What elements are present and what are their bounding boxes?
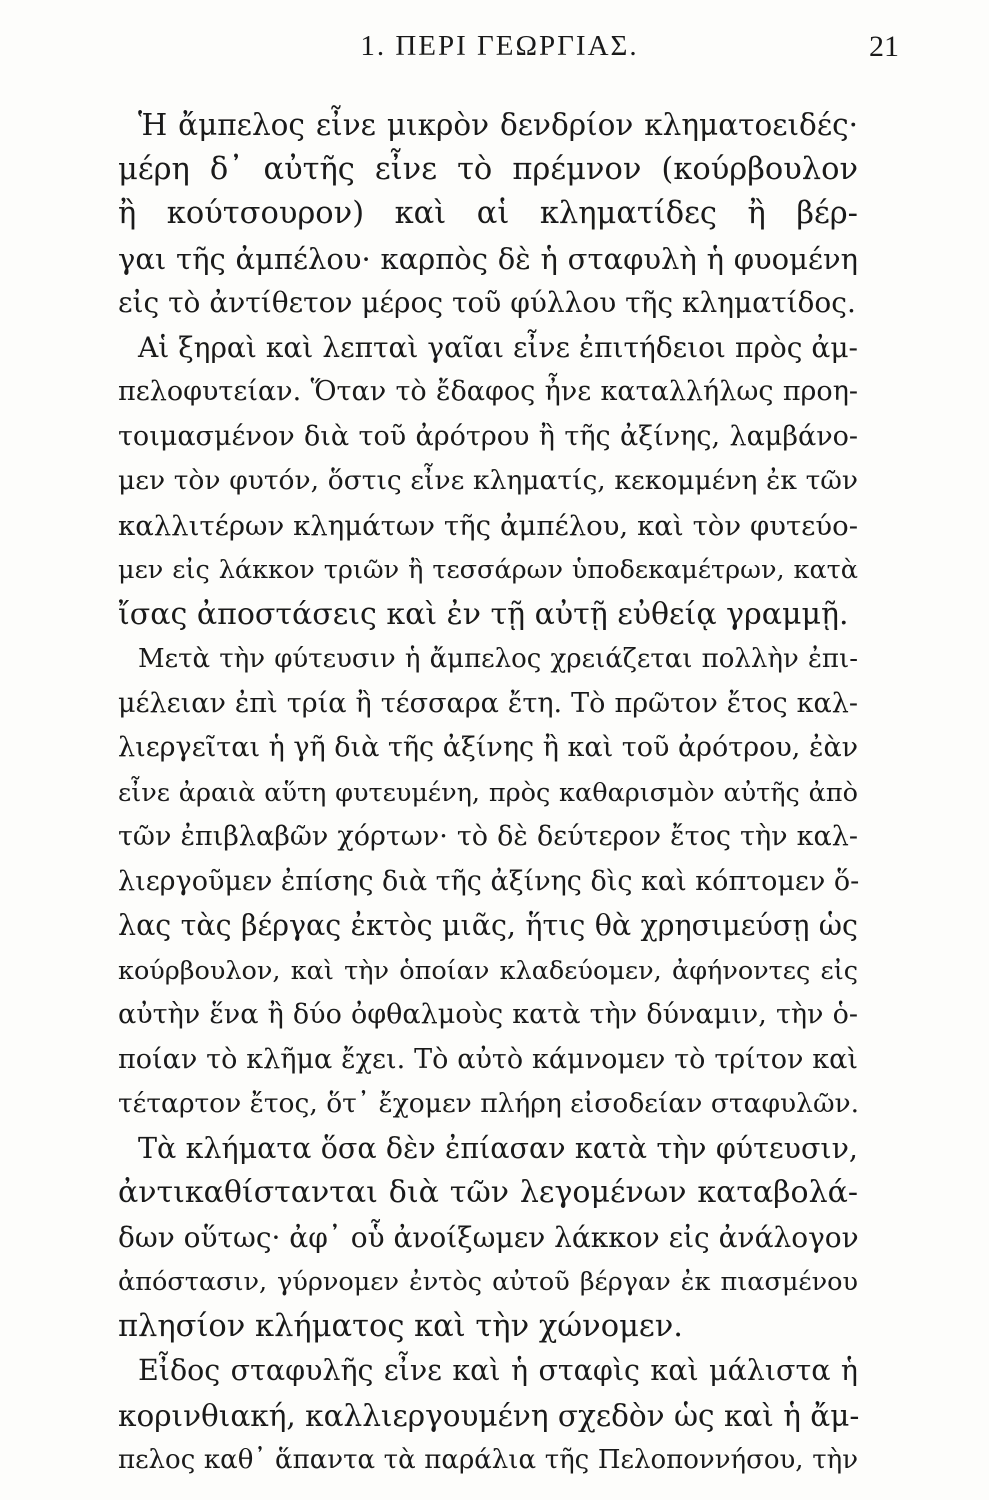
text-line: εἰς τὸ ἀντίθετον μέρος τοῦ φύλλου τῆς κληματίδος. xyxy=(118,286,856,319)
text-line: ἀπόστασιν, γύρνομεν ἐντὸς αὐτοῦ βέργαν ἐκ πιασμένου xyxy=(118,1267,858,1297)
text-line: μέρη δ᾽ αὐτῆς εἶνε τὸ πρέμνον (κούρβουλον xyxy=(118,151,858,187)
body-text xyxy=(118,103,858,1483)
text-line: κορινθιακή, καλλιεργουμένη σχεδὸν ὡς καὶ ἡ ἄμ- xyxy=(118,1398,860,1433)
text-line: δων οὕτως· ἀφ᾽ οὗ ἀνοίξωμεν λάκκον εἰς ἀνάλογον xyxy=(118,1220,859,1254)
text-line: πελοφυτείαν. Ὅταν τὸ ἔδαφος ἦνε καταλλήλως προη- xyxy=(118,376,858,407)
text-line: τῶν ἐπιβλαβῶν χόρτων· τὸ δὲ δεύτερον ἔτος τὴν καλ- xyxy=(118,821,858,852)
text-line: Μετὰ τὴν φύτευσιν ἡ ἄμπελος χρειάζεται πολλὴν ἐπι- xyxy=(138,644,858,674)
page-header xyxy=(90,30,909,80)
text-line: ποίαν τὸ κλῆμα ἔχει. Τὸ αὐτὸ κάμνομεν τὸ τρίτον καὶ xyxy=(118,1043,858,1075)
text-line: κούρβουλον, καὶ τὴν ὁποίαν κλαδεύομεν, ἀφήνοντες εἰς xyxy=(118,955,858,986)
text-line: λιεργοῦμεν ἐπίσης διὰ τῆς ἀξίνης δὶς καὶ κόπτομεν ὅ- xyxy=(118,865,860,897)
running-head: 1. ΠΕΡΙ ΓΕΩΡΓΙΑΣ. xyxy=(360,30,639,62)
text-line: Ἡ ἄμπελος εἶνε μικρὸν δενδρίον κληματοειδές· xyxy=(138,108,858,142)
text-line: πελος καθ᾽ ἅπαντα τὰ παράλια τῆς Πελοποννήσου, τὴν xyxy=(118,1445,858,1475)
text-line: εἶνε ἀραιὰ αὕτη φυτευμένη, πρὸς καθαρισμὸν αὐτῆς ἀπὸ xyxy=(118,777,858,808)
text-line: λιεργεῖται ἡ γῆ διὰ τῆς ἀξίνης ἢ καὶ τοῦ ἀρότρου, ἐὰν xyxy=(118,732,859,763)
text-line: Τὰ κλήματα ὅσα δὲν ἐπίασαν κατὰ τὴν φύτευσιν, xyxy=(138,1131,858,1165)
text-line: μεν τὸν φυτόν, ὅστις εἶνε κληματίς, κεκομμένη ἐκ τῶν xyxy=(118,465,858,496)
text-line: Εἶδος σταφυλῆς εἶνε καὶ ἡ σταφὶς καὶ μάλιστα ἡ xyxy=(138,1354,858,1387)
text-line: μέλειαν ἐπὶ τρία ἢ τέσσαρα ἔτη. Τὸ πρῶτον ἔτος καλ- xyxy=(118,687,858,719)
text-line: πλησίον κλήματος καὶ τὴν χώνομεν. xyxy=(118,1308,683,1344)
text-line: γαι τῆς ἀμπέλου· καρπὸς δὲ ἡ σταφυλὴ ἡ φυομένη xyxy=(118,241,858,276)
text-line: λας τὰς βέργας ἐκτὸς μιᾶς, ἥτις θὰ χρησιμεύσῃ ὡς xyxy=(118,909,858,942)
text-line: μεν εἰς λάκκον τριῶν ἢ τεσσάρων ὑποδεκαμέτρων, κατὰ xyxy=(118,555,858,585)
text-line: ἢ κούτσουρον) καὶ αἱ κληματίδες ἢ βέρ- xyxy=(118,196,858,231)
text-line: τέταρτον ἔτος, ὅτ᾽ ἔχομεν πλήρη εἰσοδείαν σταφυλῶν. xyxy=(118,1088,860,1119)
page-number: 21 xyxy=(869,30,899,63)
text-line: ἴσας ἀποστάσεις καὶ ἐν τῇ αὐτῇ εὐθείᾳ γραμμῇ. xyxy=(118,596,849,632)
text-line: τοιμασμένον διὰ τοῦ ἀρότρου ἢ τῆς ἀξίνης, λαμβάνο- xyxy=(118,420,858,452)
text-line: αὐτὴν ἕνα ἢ δύο ὀφθαλμοὺς κατὰ τὴν δύναμιν, τὴν ὁ- xyxy=(118,999,858,1030)
text-line: Αἱ ξηραὶ καὶ λεπταὶ γαῖαι εἶνε ἐπιτήδειοι πρὸς ἀμ- xyxy=(138,330,858,364)
text-line: καλλιτέρων κλημάτων τῆς ἀμπέλου, καὶ τὸν φυτεύο- xyxy=(118,509,858,542)
text-line: ἀντικαθίστανται διὰ τῶν λεγομένων καταβολά- xyxy=(118,1175,858,1210)
